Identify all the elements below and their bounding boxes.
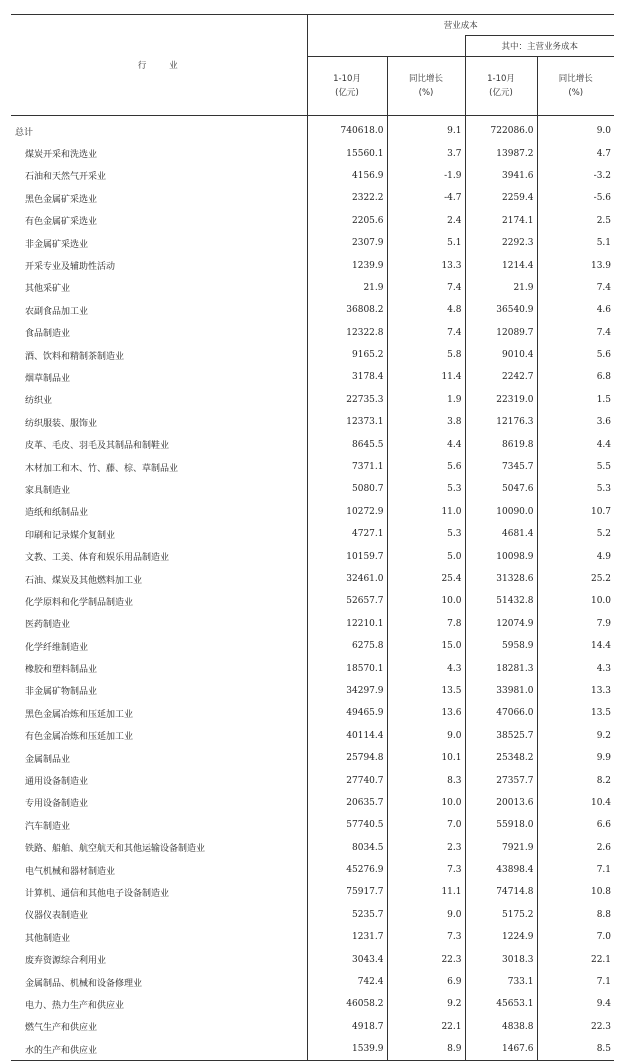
operating-cost-value-cell: 12373.1 <box>346 417 384 428</box>
table-row <box>11 725 614 747</box>
main-period-value-header <box>465 57 537 116</box>
industry-name-cell: 木材加工和木、竹、藤、棕、草制品业 <box>11 456 307 478</box>
main-cost-value-cell: 733.1 <box>465 971 537 993</box>
operating-cost-growth-cell: 25.4 <box>387 568 465 590</box>
main-cost-value-cell: 3941.6 <box>465 165 537 187</box>
operating-cost-value-cell: 1539.9 <box>307 1038 387 1061</box>
operating-cost-value-cell: 57740.5 <box>346 820 384 831</box>
table-row <box>11 747 614 769</box>
main-cost-growth-cell: 9.0 <box>537 116 614 143</box>
main-cost-growth-cell: 8.8 <box>537 904 614 926</box>
table-row <box>11 545 614 567</box>
industry-name-cell: 化学纤维制造业 <box>11 635 307 657</box>
header-spacer <box>307 36 465 57</box>
table-row <box>11 232 614 254</box>
industry-name-cell: 金属制品业 <box>11 747 307 769</box>
operating-cost-growth-cell: 11.0 <box>387 501 465 523</box>
growth-label: 同比增长 <box>408 74 443 84</box>
operating-cost-value-cell: 34297.9 <box>346 685 384 696</box>
industry-name-cell: 医药制造业 <box>11 613 307 635</box>
operating-cost-value-cell: 1231.7 <box>352 932 384 943</box>
table-row <box>11 590 614 612</box>
main-cost-value-cell: 12089.7 <box>465 322 537 344</box>
operating-cost-value-cell: 5235.7 <box>352 909 384 920</box>
main-cost-value-cell: 3018.3 <box>465 948 537 970</box>
operating-cost-growth-cell: 8.9 <box>387 1038 465 1061</box>
operating-cost-growth-cell: 2.3 <box>387 837 465 859</box>
main-cost-value-cell: 5175.2 <box>465 904 537 926</box>
industry-name-cell: 废弃资源综合利用业 <box>11 948 307 970</box>
percent-label: (%) <box>568 88 584 98</box>
operating-cost-value-cell: 46058.2 <box>346 999 384 1010</box>
industry-name-cell: 专用设备制造业 <box>11 792 307 814</box>
operating-cost-growth-cell: 22.1 <box>387 1016 465 1038</box>
industry-name-cell: 总计 <box>11 116 307 143</box>
table-row <box>11 187 614 209</box>
industry-name-cell: 仪器仪表制造业 <box>11 904 307 926</box>
operating-cost-value-cell: 21.9 <box>363 282 384 293</box>
table-row <box>11 948 614 970</box>
table-header <box>11 15 614 116</box>
operating-cost-growth-cell: 5.3 <box>387 478 465 500</box>
operating-cost-growth-cell: 3.8 <box>387 411 465 433</box>
industry-name-cell: 非金属矿物制品业 <box>11 680 307 702</box>
operating-cost-value-cell: 27740.7 <box>346 775 384 786</box>
operating-cost-value-cell: 36808.2 <box>346 305 384 316</box>
table-row <box>11 389 614 411</box>
industry-name-cell: 电气机械和器材制造业 <box>11 859 307 881</box>
industry-name-cell: 非金属矿采选业 <box>11 232 307 254</box>
operating-cost-value-cell: 32461.0 <box>346 574 384 584</box>
operating-cost-growth-cell: 2.4 <box>387 210 465 232</box>
main-cost-value-cell: 1467.6 <box>465 1038 537 1061</box>
main-cost-growth-cell: 13.9 <box>537 254 614 276</box>
main-cost-value-cell: 1224.9 <box>465 926 537 948</box>
operating-cost-growth-cell: 13.3 <box>387 254 465 276</box>
operating-cost-value-cell: 740618.0 <box>340 126 384 137</box>
industry-name-cell: 印刷和记录媒介复制业 <box>11 523 307 545</box>
main-cost-value-cell: 36540.9 <box>465 299 537 321</box>
industry-name-cell: 酒、饮料和精制茶制造业 <box>11 344 307 366</box>
main-cost-growth-cell: 7.0 <box>537 926 614 948</box>
table-row <box>11 523 614 545</box>
operating-cost-value-cell: 5080.7 <box>352 484 384 495</box>
main-cost-growth-cell: -3.2 <box>537 165 614 187</box>
operating-cost-growth-cell: 15.0 <box>387 635 465 657</box>
operating-cost-growth-cell: -4.7 <box>387 187 465 209</box>
main-cost-growth-cell: 5.1 <box>537 232 614 254</box>
table-row <box>11 1038 614 1061</box>
operating-cost-growth-cell: 9.1 <box>387 116 465 143</box>
growth-header <box>387 57 465 116</box>
main-cost-growth-cell: 8.2 <box>537 769 614 791</box>
operating-cost-value-cell: 40114.4 <box>346 730 384 741</box>
operating-cost-value-cell: 15560.1 <box>346 148 384 159</box>
main-cost-value-cell: 2242.7 <box>465 366 537 388</box>
main-cost-value-cell: 45653.1 <box>465 993 537 1015</box>
main-cost-growth-cell: 9.4 <box>537 993 614 1015</box>
main-cost-value-cell: 5958.9 <box>465 635 537 657</box>
operating-cost-growth-cell: 5.3 <box>387 523 465 545</box>
main-cost-value-cell: 22319.0 <box>465 389 537 411</box>
operating-cost-value-cell: 45276.9 <box>346 865 384 876</box>
main-cost-growth-cell: 1.5 <box>537 389 614 411</box>
main-cost-value-cell: 10098.9 <box>465 545 537 567</box>
main-cost-growth-cell: 4.6 <box>537 299 614 321</box>
operating-cost-growth-cell: 13.5 <box>387 680 465 702</box>
main-cost-growth-cell: 7.1 <box>537 971 614 993</box>
operating-cost-value-cell: 12322.8 <box>346 327 384 338</box>
industry-name-cell: 纺织业 <box>11 389 307 411</box>
industry-name-cell: 计算机、通信和其他电子设备制造业 <box>11 881 307 903</box>
main-cost-growth-cell: -5.6 <box>537 187 614 209</box>
industry-name-cell: 金属制品、机械和设备修理业 <box>11 971 307 993</box>
operating-cost-growth-cell: 6.9 <box>387 971 465 993</box>
table-row <box>11 433 614 455</box>
operating-cost-growth-cell: 4.8 <box>387 299 465 321</box>
main-cost-growth-cell: 6.8 <box>537 366 614 388</box>
main-cost-growth-cell: 4.3 <box>537 657 614 679</box>
main-cost-growth-cell: 13.3 <box>537 680 614 702</box>
main-cost-value-cell: 51432.8 <box>465 590 537 612</box>
main-cost-growth-cell: 22.3 <box>537 1016 614 1038</box>
main-cost-growth-cell: 7.4 <box>537 322 614 344</box>
main-cost-growth-cell: 5.2 <box>537 523 614 545</box>
main-cost-value-cell: 21.9 <box>465 277 537 299</box>
operating-cost-growth-cell: 7.8 <box>387 613 465 635</box>
main-cost-growth-cell: 14.4 <box>537 635 614 657</box>
unit-label: (亿元) <box>335 88 359 98</box>
operating-cost-growth-cell: 7.0 <box>387 814 465 836</box>
main-cost-value-cell: 12176.3 <box>465 411 537 433</box>
table-row <box>11 814 614 836</box>
main-cost-growth-cell: 2.5 <box>537 210 614 232</box>
table-row <box>11 299 614 321</box>
operating-cost-growth-cell: 22.3 <box>387 948 465 970</box>
industry-name-cell: 通用设备制造业 <box>11 769 307 791</box>
main-cost-value-cell: 4681.4 <box>465 523 537 545</box>
main-cost-value-cell: 722086.0 <box>465 116 537 143</box>
growth-label: 同比增长 <box>558 74 593 84</box>
industry-name-cell: 开采专业及辅助性活动 <box>11 254 307 276</box>
operating-cost-value-cell: 52657.7 <box>346 596 384 607</box>
main-cost-value-cell: 13987.2 <box>465 142 537 164</box>
industry-name-cell: 铁路、船舶、航空航天和其他运输设备制造业 <box>11 837 307 859</box>
operating-cost-table <box>11 14 614 1061</box>
main-cost-growth-cell: 13.5 <box>537 702 614 724</box>
operating-cost-growth-cell: 5.1 <box>387 232 465 254</box>
operating-cost-value-cell: 2205.6 <box>352 215 384 226</box>
operating-cost-growth-cell: 10.0 <box>387 792 465 814</box>
operating-cost-growth-cell: 9.0 <box>387 904 465 926</box>
industry-name-cell: 黑色金属冶炼和压延加工业 <box>11 702 307 724</box>
main-cost-value-cell: 10090.0 <box>465 501 537 523</box>
operating-cost-value-cell: 742.4 <box>357 977 384 988</box>
table-row <box>11 971 614 993</box>
main-cost-growth-cell: 10.4 <box>537 792 614 814</box>
operating-cost-growth-cell: 9.0 <box>387 725 465 747</box>
period-label: 1-10月 <box>333 74 361 84</box>
main-cost-value-cell: 2292.3 <box>465 232 537 254</box>
statistics-table-container <box>11 0 631 1061</box>
operating-cost-value-cell: 3178.4 <box>352 372 384 383</box>
industry-name-cell: 其他制造业 <box>11 926 307 948</box>
operating-cost-growth-cell: 3.7 <box>387 142 465 164</box>
main-cost-growth-cell: 5.5 <box>537 456 614 478</box>
industry-name-cell: 食品制造业 <box>11 322 307 344</box>
operating-cost-value-cell: 1239.9 <box>352 260 384 271</box>
industry-name-cell: 有色金属矿采选业 <box>11 210 307 232</box>
table-row <box>11 142 614 164</box>
unit-label: (亿元) <box>489 88 513 98</box>
operating-cost-growth-cell: 1.9 <box>387 389 465 411</box>
main-cost-value-cell: 55918.0 <box>465 814 537 836</box>
table-row <box>11 210 614 232</box>
operating-cost-value-cell: 49465.9 <box>346 708 384 719</box>
table-row <box>11 568 614 590</box>
percent-label: (%) <box>418 88 434 98</box>
industry-name-cell: 石油和天然气开采业 <box>11 165 307 187</box>
industry-name-cell: 农副食品加工业 <box>11 299 307 321</box>
table-row <box>11 613 614 635</box>
operating-cost-value-cell: 20635.7 <box>346 797 384 808</box>
table-row <box>11 657 614 679</box>
main-cost-value-cell: 27357.7 <box>465 769 537 791</box>
operating-cost-value-cell: 6275.8 <box>352 641 384 652</box>
main-cost-value-cell: 1214.4 <box>465 254 537 276</box>
table-row <box>11 993 614 1015</box>
operating-cost-growth-cell: 5.6 <box>387 456 465 478</box>
main-cost-growth-cell: 25.2 <box>537 568 614 590</box>
total-row <box>11 116 614 143</box>
operating-cost-growth-cell: 7.4 <box>387 277 465 299</box>
table-row <box>11 165 614 187</box>
main-cost-value-cell: 38525.7 <box>465 725 537 747</box>
table-row <box>11 769 614 791</box>
main-cost-growth-cell: 4.4 <box>537 433 614 455</box>
operating-cost-value-cell: 4918.7 <box>352 1021 384 1032</box>
main-cost-value-cell: 20013.6 <box>465 792 537 814</box>
operating-cost-growth-cell: 4.4 <box>387 433 465 455</box>
operating-cost-value-cell: 22735.3 <box>346 394 384 405</box>
industry-name-cell: 化学原料和化学制品制造业 <box>11 590 307 612</box>
main-cost-value-cell: 33981.0 <box>465 680 537 702</box>
main-cost-growth-cell: 9.2 <box>537 725 614 747</box>
industry-name-cell: 煤炭开采和洗选业 <box>11 142 307 164</box>
operating-cost-growth-cell: 13.6 <box>387 702 465 724</box>
operating-cost-value-cell: 2322.2 <box>352 193 384 204</box>
operating-cost-value-cell: 12210.1 <box>346 618 384 629</box>
main-cost-growth-cell: 22.1 <box>537 948 614 970</box>
operating-cost-growth-cell: 7.4 <box>387 322 465 344</box>
operating-cost-value-cell: 9165.2 <box>352 350 384 361</box>
operating-cost-header: 营业成本 <box>307 15 614 36</box>
main-cost-growth-cell: 3.6 <box>537 411 614 433</box>
main-cost-growth-cell: 10.0 <box>537 590 614 612</box>
main-cost-growth-cell: 7.9 <box>537 613 614 635</box>
period-value-header <box>307 57 387 116</box>
operating-cost-value-cell: 10159.7 <box>346 551 384 562</box>
main-cost-growth-cell: 4.9 <box>537 545 614 567</box>
main-cost-value-cell: 18281.3 <box>465 657 537 679</box>
industry-name-cell: 橡胶和塑料制品业 <box>11 657 307 679</box>
table-row <box>11 837 614 859</box>
operating-cost-value-cell: 10272.9 <box>346 506 384 517</box>
main-cost-growth-cell: 5.3 <box>537 478 614 500</box>
main-business-cost-header: 其中：主营业务成本 <box>465 36 614 57</box>
operating-cost-growth-cell: 8.3 <box>387 769 465 791</box>
operating-cost-value-cell: 3043.4 <box>352 954 384 965</box>
industry-name-cell: 有色金属冶炼和压延加工业 <box>11 725 307 747</box>
table-row <box>11 904 614 926</box>
operating-cost-value-cell: 8034.5 <box>352 842 384 853</box>
table-row <box>11 501 614 523</box>
table-row <box>11 478 614 500</box>
table-body <box>11 116 614 1061</box>
table-row <box>11 1016 614 1038</box>
operating-cost-value-cell: 7371.1 <box>352 462 384 473</box>
table-row <box>11 926 614 948</box>
table-row <box>11 411 614 433</box>
operating-cost-value-cell: 75917.7 <box>346 887 384 898</box>
main-cost-growth-cell: 10.7 <box>537 501 614 523</box>
industry-name-cell: 纺织服装、服饰业 <box>11 411 307 433</box>
table-row <box>11 366 614 388</box>
industry-name-cell: 汽车制造业 <box>11 814 307 836</box>
table-row <box>11 881 614 903</box>
main-growth-header <box>537 57 614 116</box>
industry-name-cell: 皮革、毛皮、羽毛及其制品和制鞋业 <box>11 433 307 455</box>
operating-cost-value-cell: 4727.1 <box>352 529 384 540</box>
operating-cost-value-cell: 2307.9 <box>352 238 384 249</box>
operating-cost-growth-cell: 7.3 <box>387 926 465 948</box>
main-cost-value-cell: 43898.4 <box>465 859 537 881</box>
table-row <box>11 456 614 478</box>
operating-cost-growth-cell: 4.3 <box>387 657 465 679</box>
operating-cost-value-cell: 8645.5 <box>352 439 384 450</box>
industry-name-cell: 水的生产和供应业 <box>11 1038 307 1061</box>
operating-cost-growth-cell: 11.1 <box>387 881 465 903</box>
operating-cost-value-cell: 25794.8 <box>346 753 384 764</box>
main-cost-growth-cell: 10.8 <box>537 881 614 903</box>
operating-cost-growth-cell: 10.1 <box>387 747 465 769</box>
industry-name-cell: 文教、工美、体育和娱乐用品制造业 <box>11 545 307 567</box>
main-cost-value-cell: 12074.9 <box>465 613 537 635</box>
operating-cost-growth-cell: 7.3 <box>387 859 465 881</box>
main-cost-value-cell: 2259.4 <box>465 187 537 209</box>
industry-name-cell: 石油、煤炭及其他燃料加工业 <box>11 568 307 590</box>
main-cost-value-cell: 2174.1 <box>465 210 537 232</box>
main-cost-value-cell: 9010.4 <box>465 344 537 366</box>
period-label: 1-10月 <box>487 74 515 84</box>
industry-name-cell: 家具制造业 <box>11 478 307 500</box>
table-row <box>11 635 614 657</box>
main-cost-value-cell: 47066.0 <box>465 702 537 724</box>
operating-cost-growth-cell: 9.2 <box>387 993 465 1015</box>
main-cost-value-cell: 8619.8 <box>465 433 537 455</box>
industry-column-header: 行 业 <box>11 15 307 116</box>
operating-cost-growth-cell: -1.9 <box>387 165 465 187</box>
main-cost-growth-cell: 2.6 <box>537 837 614 859</box>
main-cost-value-cell: 7921.9 <box>465 837 537 859</box>
operating-cost-value-cell: 18570.1 <box>346 663 384 674</box>
table-row <box>11 254 614 276</box>
operating-cost-growth-cell: 5.8 <box>387 344 465 366</box>
main-cost-growth-cell: 5.6 <box>537 344 614 366</box>
industry-name-cell: 烟草制品业 <box>11 366 307 388</box>
main-cost-growth-cell: 4.7 <box>537 142 614 164</box>
main-cost-value-cell: 4838.8 <box>465 1016 537 1038</box>
table-row <box>11 322 614 344</box>
operating-cost-growth-cell: 11.4 <box>387 366 465 388</box>
operating-cost-growth-cell: 10.0 <box>387 590 465 612</box>
main-cost-value-cell: 74714.8 <box>465 881 537 903</box>
table-row <box>11 702 614 724</box>
table-row <box>11 680 614 702</box>
main-cost-growth-cell: 9.9 <box>537 747 614 769</box>
industry-name-cell: 电力、热力生产和供应业 <box>11 993 307 1015</box>
main-cost-growth-cell: 7.1 <box>537 859 614 881</box>
operating-cost-growth-cell: 5.0 <box>387 545 465 567</box>
main-cost-growth-cell: 7.4 <box>537 277 614 299</box>
main-cost-growth-cell: 8.5 <box>537 1038 614 1061</box>
table-row <box>11 792 614 814</box>
main-cost-value-cell: 5047.6 <box>465 478 537 500</box>
main-cost-value-cell: 25348.2 <box>465 747 537 769</box>
industry-name-cell: 黑色金属矿采选业 <box>11 187 307 209</box>
table-row <box>11 859 614 881</box>
table-row <box>11 277 614 299</box>
main-cost-growth-cell: 6.6 <box>537 814 614 836</box>
industry-name-cell: 燃气生产和供应业 <box>11 1016 307 1038</box>
main-cost-value-cell: 31328.6 <box>465 568 537 590</box>
operating-cost-value-cell: 4156.9 <box>352 170 384 181</box>
industry-name-cell: 造纸和纸制品业 <box>11 501 307 523</box>
main-cost-value-cell: 7345.7 <box>465 456 537 478</box>
table-row <box>11 344 614 366</box>
industry-name-cell: 其他采矿业 <box>11 277 307 299</box>
